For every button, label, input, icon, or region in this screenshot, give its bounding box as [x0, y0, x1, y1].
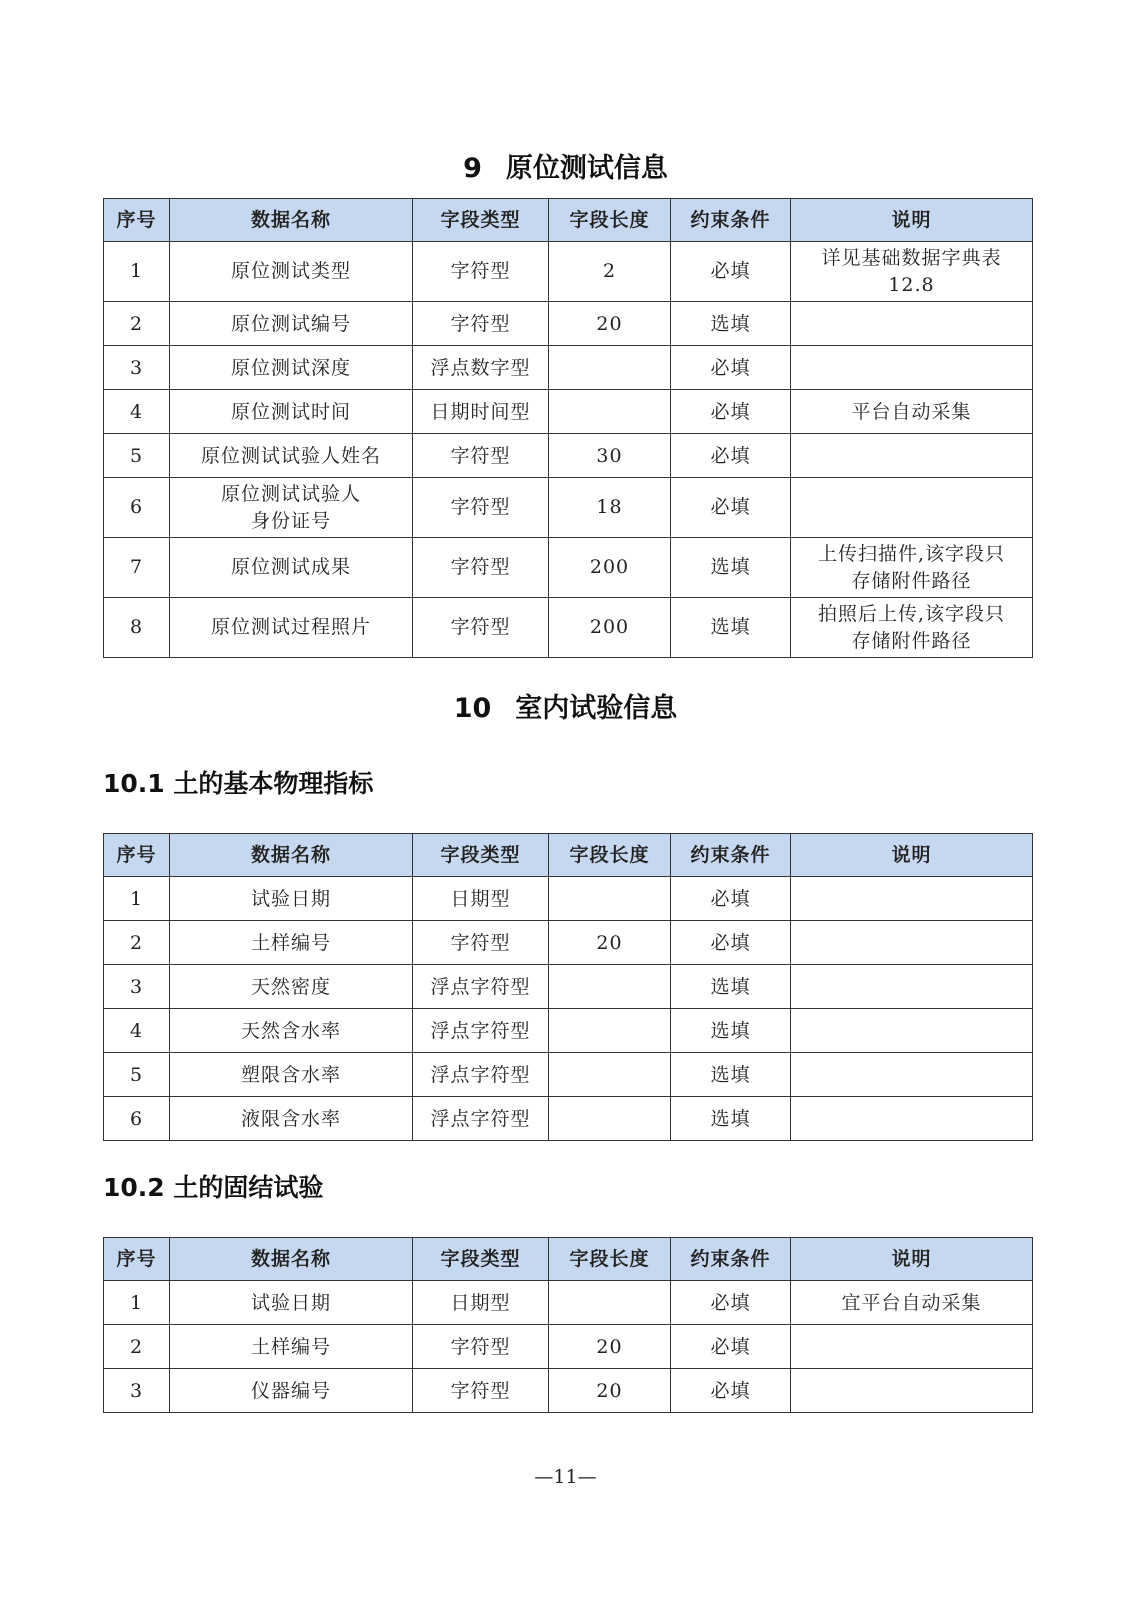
cell-constraint: 必填 — [671, 346, 791, 390]
table-row — [104, 478, 1033, 538]
cell-constraint: 选填 — [671, 1097, 791, 1141]
cell-data-name: 原位测试试验人姓名 — [170, 434, 413, 478]
cell-field-type: 日期型 — [413, 1281, 549, 1325]
column-header: 约束条件 — [671, 834, 791, 877]
section-10-1-title: 10.1 土的基本物理指标 — [103, 769, 374, 798]
cell-description — [791, 877, 1033, 921]
cell-data-name: 土样编号 — [170, 921, 413, 965]
cell-description — [791, 1369, 1033, 1413]
table-soil-physical-indices — [103, 833, 1033, 1141]
section-10-heading — [0, 686, 1131, 725]
cell-index: 6 — [104, 478, 170, 538]
cell-constraint: 必填 — [671, 390, 791, 434]
table-row — [104, 965, 1033, 1009]
cell-field-length: 200 — [549, 598, 671, 658]
column-header: 字段长度 — [549, 1238, 671, 1281]
cell-index: 4 — [104, 1009, 170, 1053]
table-row — [104, 1369, 1033, 1413]
table-row — [104, 346, 1033, 390]
page-number: —11— — [534, 1466, 597, 1488]
cell-field-length — [549, 346, 671, 390]
cell-data-name: 原位测试类型 — [170, 242, 413, 302]
table-row — [104, 877, 1033, 921]
cell-index: 2 — [104, 1325, 170, 1369]
cell-data-name: 天然密度 — [170, 965, 413, 1009]
cell-data-name: 试验日期 — [170, 1281, 413, 1325]
cell-field-length — [549, 1097, 671, 1141]
cell-index: 3 — [104, 346, 170, 390]
cell-field-type: 浮点字符型 — [413, 1053, 549, 1097]
table-row — [104, 1097, 1033, 1141]
cell-description: 上传扫描件,该字段只 存储附件路径 — [791, 538, 1033, 598]
cell-field-type: 浮点字符型 — [413, 965, 549, 1009]
cell-field-length: 20 — [549, 302, 671, 346]
column-header: 约束条件 — [671, 1238, 791, 1281]
column-header: 序号 — [104, 834, 170, 877]
table-row — [104, 434, 1033, 478]
cell-field-type: 字符型 — [413, 598, 549, 658]
cell-data-name: 原位测试过程照片 — [170, 598, 413, 658]
cell-index: 6 — [104, 1097, 170, 1141]
cell-constraint: 选填 — [671, 1009, 791, 1053]
cell-field-type: 日期时间型 — [413, 390, 549, 434]
table-header-row — [104, 1238, 1033, 1281]
table-row — [104, 1281, 1033, 1325]
cell-field-length — [549, 390, 671, 434]
column-header: 字段长度 — [549, 199, 671, 242]
cell-constraint: 必填 — [671, 1325, 791, 1369]
cell-index: 3 — [104, 965, 170, 1009]
cell-constraint: 必填 — [671, 478, 791, 538]
section-10-number: 10 — [453, 693, 492, 724]
cell-field-type: 字符型 — [413, 434, 549, 478]
cell-description — [791, 921, 1033, 965]
cell-field-type: 浮点数字型 — [413, 346, 549, 390]
cell-description — [791, 478, 1033, 538]
column-header: 约束条件 — [671, 199, 791, 242]
table-header-row — [104, 834, 1033, 877]
cell-field-type: 字符型 — [413, 921, 549, 965]
cell-data-name: 仪器编号 — [170, 1369, 413, 1413]
column-header: 字段类型 — [413, 834, 549, 877]
cell-index: 3 — [104, 1369, 170, 1413]
column-header: 字段类型 — [413, 1238, 549, 1281]
cell-constraint: 必填 — [671, 434, 791, 478]
cell-data-name: 原位测试试验人 身份证号 — [170, 478, 413, 538]
cell-index: 1 — [104, 242, 170, 302]
column-header: 说明 — [791, 1238, 1033, 1281]
cell-index: 1 — [104, 1281, 170, 1325]
cell-constraint: 选填 — [671, 598, 791, 658]
cell-field-length — [549, 1009, 671, 1053]
cell-field-type: 日期型 — [413, 877, 549, 921]
cell-data-name: 天然含水率 — [170, 1009, 413, 1053]
cell-field-type: 字符型 — [413, 242, 549, 302]
table-row — [104, 538, 1033, 598]
table-row — [104, 921, 1033, 965]
cell-index: 8 — [104, 598, 170, 658]
table-row — [104, 598, 1033, 658]
cell-field-type: 浮点字符型 — [413, 1009, 549, 1053]
cell-index: 2 — [104, 921, 170, 965]
column-header: 序号 — [104, 1238, 170, 1281]
cell-constraint: 必填 — [671, 1281, 791, 1325]
cell-field-length — [549, 877, 671, 921]
cell-field-length: 30 — [549, 434, 671, 478]
cell-constraint: 选填 — [671, 302, 791, 346]
cell-field-length: 18 — [549, 478, 671, 538]
cell-field-length — [549, 965, 671, 1009]
column-header: 字段类型 — [413, 199, 549, 242]
cell-field-length: 200 — [549, 538, 671, 598]
cell-constraint: 必填 — [671, 921, 791, 965]
column-header: 说明 — [791, 834, 1033, 877]
section-9-title: 原位测试信息 — [505, 153, 668, 184]
cell-index: 2 — [104, 302, 170, 346]
table-row — [104, 1325, 1033, 1369]
column-header: 数据名称 — [170, 199, 413, 242]
cell-constraint: 必填 — [671, 242, 791, 302]
column-header: 说明 — [791, 199, 1033, 242]
cell-index: 4 — [104, 390, 170, 434]
cell-field-length — [549, 1281, 671, 1325]
table-row — [104, 302, 1033, 346]
table-row — [104, 1009, 1033, 1053]
section-10-title: 室内试验信息 — [515, 693, 678, 724]
cell-description: 平台自动采集 — [791, 390, 1033, 434]
column-header: 字段长度 — [549, 834, 671, 877]
cell-description: 拍照后上传,该字段只 存储附件路径 — [791, 598, 1033, 658]
cell-field-length: 20 — [549, 1369, 671, 1413]
section-9-number: 9 — [463, 153, 482, 184]
cell-description — [791, 434, 1033, 478]
cell-field-length — [549, 1053, 671, 1097]
cell-data-name: 土样编号 — [170, 1325, 413, 1369]
cell-data-name: 塑限含水率 — [170, 1053, 413, 1097]
cell-field-type: 字符型 — [413, 478, 549, 538]
cell-field-type: 字符型 — [413, 1325, 549, 1369]
column-header: 序号 — [104, 199, 170, 242]
column-header: 数据名称 — [170, 1238, 413, 1281]
cell-field-length: 2 — [549, 242, 671, 302]
cell-index: 1 — [104, 877, 170, 921]
cell-data-name: 原位测试深度 — [170, 346, 413, 390]
cell-description: 宜平台自动采集 — [791, 1281, 1033, 1325]
cell-description — [791, 1325, 1033, 1369]
cell-field-type: 字符型 — [413, 538, 549, 598]
cell-data-name: 原位测试时间 — [170, 390, 413, 434]
cell-description — [791, 1053, 1033, 1097]
cell-index: 5 — [104, 434, 170, 478]
cell-data-name: 原位测试成果 — [170, 538, 413, 598]
table-in-situ-test — [103, 198, 1033, 658]
table-row — [104, 1053, 1033, 1097]
cell-field-type: 字符型 — [413, 302, 549, 346]
cell-index: 7 — [104, 538, 170, 598]
cell-data-name: 液限含水率 — [170, 1097, 413, 1141]
section-10-2-title: 10.2 土的固结试验 — [103, 1173, 324, 1202]
table-row — [104, 242, 1033, 302]
column-header: 数据名称 — [170, 834, 413, 877]
cell-field-type: 字符型 — [413, 1369, 549, 1413]
cell-constraint: 选填 — [671, 1053, 791, 1097]
cell-constraint: 选填 — [671, 538, 791, 598]
cell-constraint: 选填 — [671, 965, 791, 1009]
table-row — [104, 390, 1033, 434]
cell-field-length: 20 — [549, 1325, 671, 1369]
cell-description — [791, 965, 1033, 1009]
cell-constraint: 必填 — [671, 877, 791, 921]
cell-data-name: 试验日期 — [170, 877, 413, 921]
cell-field-length: 20 — [549, 921, 671, 965]
cell-data-name: 原位测试编号 — [170, 302, 413, 346]
cell-description — [791, 1097, 1033, 1141]
table-header-row — [104, 199, 1033, 242]
section-9-heading — [0, 146, 1131, 185]
table-soil-consolidation-test — [103, 1237, 1033, 1413]
cell-description — [791, 302, 1033, 346]
cell-description — [791, 1009, 1033, 1053]
cell-description: 详见基础数据字典表 12.8 — [791, 242, 1033, 302]
cell-index: 5 — [104, 1053, 170, 1097]
cell-constraint: 必填 — [671, 1369, 791, 1413]
cell-field-type: 浮点字符型 — [413, 1097, 549, 1141]
cell-description — [791, 346, 1033, 390]
